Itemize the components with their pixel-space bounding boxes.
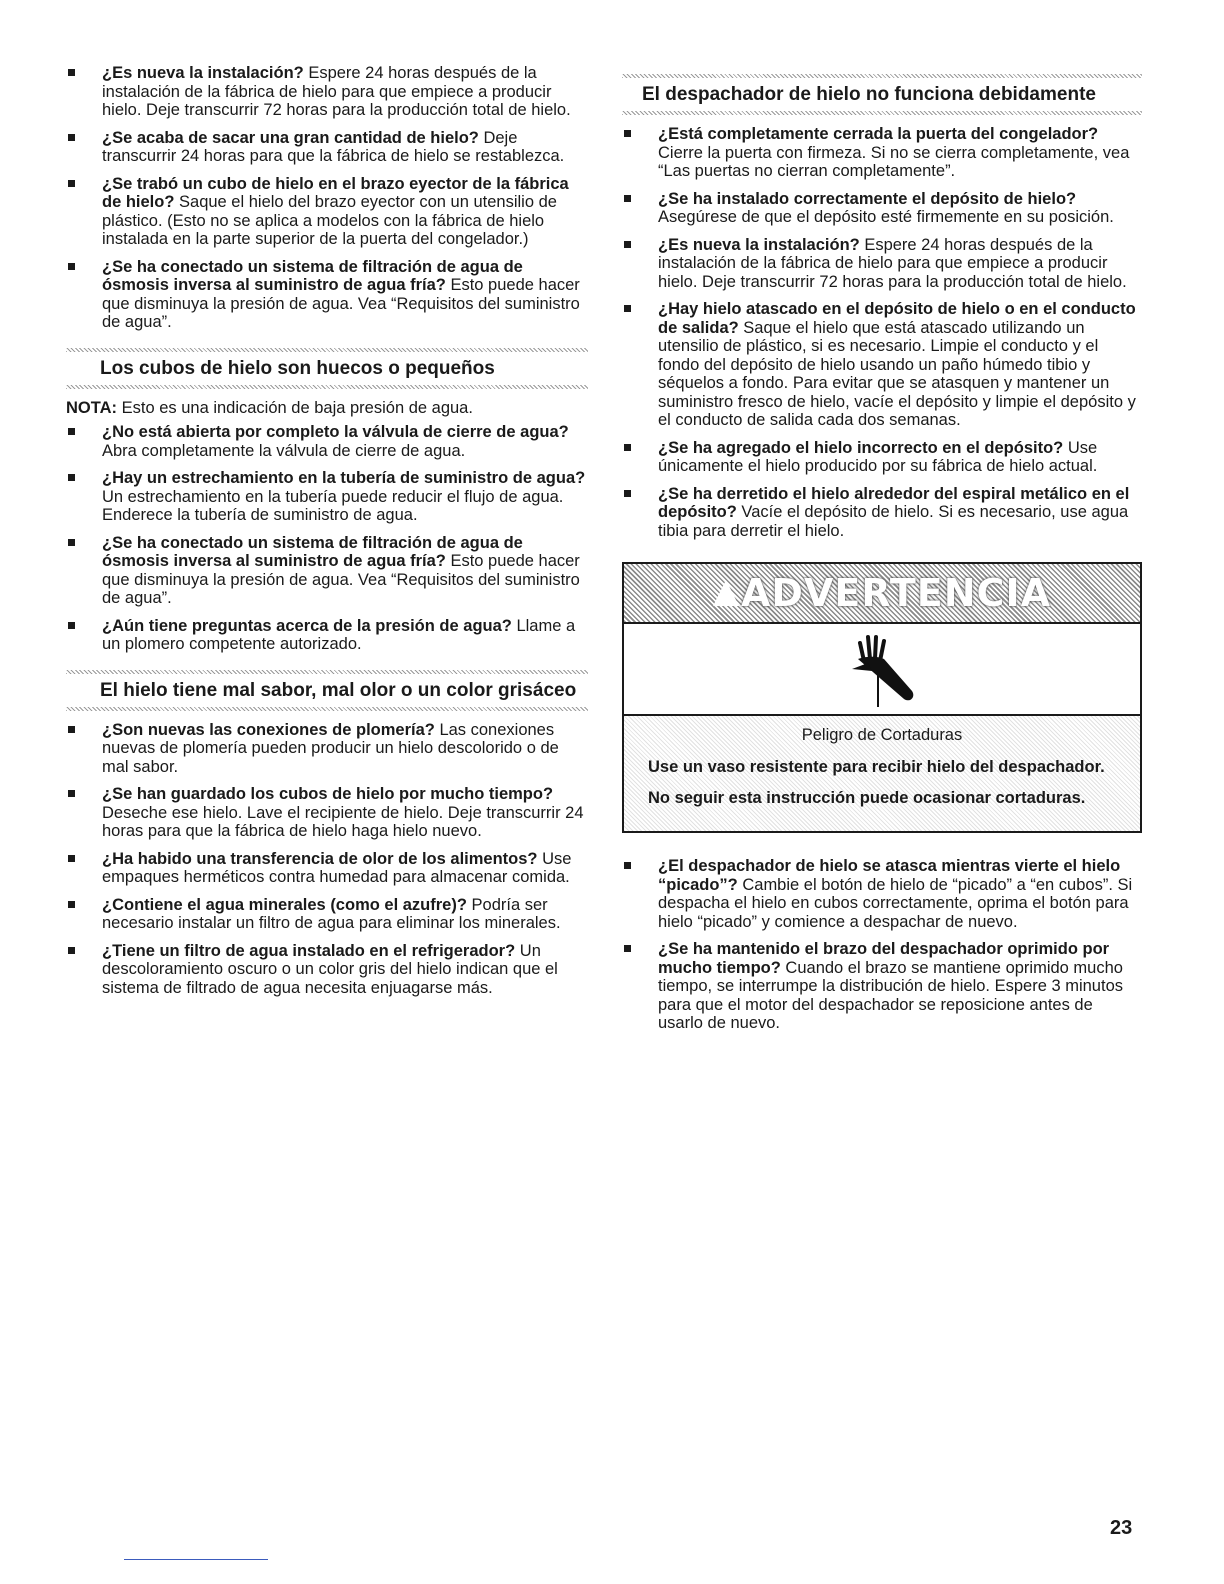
list-item: ¿Se acaba de sacar una gran cantidad de hielo? Deje transcurrir 24 horas para que la fábrica de hielo se restablezca. bbox=[66, 129, 588, 166]
warning-body bbox=[624, 716, 1140, 831]
list-item: ¿Tiene un filtro de agua instalado en el refrigerador? Un descoloramiento oscuro o un color gris del hielo indican que el sistema de filtrado de agua necesita enjuagarse más. bbox=[66, 942, 588, 998]
bullet-icon bbox=[624, 195, 631, 202]
bad-taste-list bbox=[66, 721, 588, 998]
bullet-icon bbox=[624, 862, 631, 869]
bullet-icon bbox=[68, 428, 75, 435]
bullet-icon bbox=[624, 444, 631, 451]
hazard-title: Peligro de Cortaduras bbox=[801, 726, 963, 744]
bullet-icon bbox=[624, 490, 631, 497]
list-item: ¿Se ha conectado un sistema de filtración de agua de ósmosis inversa al suministro de agua fría? Esto puede hacer que disminuya la presión de agua. Vea “Requisitos del suministro de agua”. bbox=[66, 534, 588, 608]
warning-instruction: Use un vaso resistente para recibir hielo del despachador. bbox=[648, 758, 1105, 776]
list-item: ¿Son nuevas las conexiones de plomería? Las conexiones nuevas de plomería pueden producir un hielo descolorido o de mal sabor. bbox=[66, 721, 588, 777]
list-item: ¿Se ha agregado el hielo incorrecto en el depósito? Use únicamente el hielo producido por su fábrica de hielo actual. bbox=[622, 439, 1142, 476]
warning-title: ADVERTENCIA bbox=[713, 571, 1051, 615]
list-item: ¿Ha habido una transferencia de olor de los alimentos? Use empaques herméticos contra humedad para almacenar comida. bbox=[66, 850, 588, 887]
list-item: ¿Se han guardado los cubos de hielo por mucho tiempo? Deseche ese hielo. Lave el recipiente de hielo. Deje transcurrir 24 horas para que la fábrica de hielo haga hielo nuevo. bbox=[66, 785, 588, 841]
bullet-icon bbox=[624, 241, 631, 248]
intro-list bbox=[66, 64, 588, 332]
list-item: ¿Se ha instalado correctamente el depósito de hielo? Asegúrese de que el depósito esté firmemente en su posición. bbox=[622, 190, 1142, 227]
section-heading-dispenser: El despachador de hielo no funciona debidamente bbox=[622, 74, 1142, 115]
list-item: ¿Contiene el agua minerales (como el azufre)? Podría ser necesario instalar un filtro de agua para eliminar los minerales. bbox=[66, 896, 588, 933]
list-item: ¿No está abierta por completo la válvula de cierre de agua? Abra completamente la válvula de cierre de agua. bbox=[66, 423, 588, 460]
bullet-icon bbox=[68, 622, 75, 629]
bullet-icon bbox=[68, 855, 75, 862]
warning-box bbox=[622, 562, 1142, 833]
bullet-icon bbox=[624, 945, 631, 952]
left-column bbox=[66, 64, 588, 1006]
page-number: 23 bbox=[1110, 1517, 1133, 1539]
list-item: ¿Hay hielo atascado en el depósito de hielo o en el conducto de salida? Saque el hielo que está atascado utilizando un utensilio de plástico, si es necesario. Limpie el conducto y el fondo del depósito de hielo usando un paño húmedo tibio y séquelos a fondo. Para evitar que se atasquen y mantener un suministro fresco de hielo, vacíe el depósito y limpie el depósito y el conducto de salida cada dos semanas. bbox=[622, 300, 1142, 430]
list-item: ¿Aún tiene preguntas acerca de la presión de agua? Llame a un plomero competente autorizado. bbox=[66, 617, 588, 654]
warning-consequence: No seguir esta instrucción puede ocasionar cortaduras. bbox=[648, 789, 1086, 807]
list-item: ¿Se ha derretido el hielo alrededor del espiral metálico en el depósito? Vacíe el depósito de hielo. Si es necesario, use agua tibia para derretir el hielo. bbox=[622, 485, 1142, 541]
bullet-icon bbox=[68, 901, 75, 908]
list-item: ¿El despachador de hielo se atasca mientras vierte el hielo “picado”? Cambie el botón de hielo de “picado” a “en cubos”. Si despacha el hielo en cubos correctamente, oprima el botón para hielo “picado” y comience a despachar de nuevo. bbox=[622, 857, 1142, 931]
bullet-icon bbox=[68, 69, 75, 76]
bullet-icon bbox=[68, 539, 75, 546]
note: NOTA: Esto es una indicación de baja presión de agua. bbox=[66, 398, 473, 417]
bullet-icon bbox=[68, 790, 75, 797]
list-item: ¿Es nueva la instalación? Espere 24 horas después de la instalación de la fábrica de hielo para que empiece a producir hielo. Deje transcurrir 72 horas para la producción total de hielo. bbox=[622, 236, 1142, 292]
bullet-icon bbox=[624, 305, 631, 312]
right-column bbox=[622, 64, 1142, 1042]
list-item: ¿Se ha conectado un sistema de filtración de agua de ósmosis inversa al suministro de agua fría? Esto puede hacer que disminuya la presión de agua. Vea “Requisitos del suministro de agua”. bbox=[66, 258, 588, 332]
list-item: ¿Se ha mantenido el brazo del despachador oprimido por mucho tiempo? Cuando el brazo se mantiene oprimido mucho tiempo, se interrumpe la distribución de hielo. Espere 3 minutos para que el motor del despachador se reposicione antes de usarlo de nuevo. bbox=[622, 940, 1142, 1033]
bullet-icon bbox=[68, 947, 75, 954]
bullet-icon bbox=[68, 263, 75, 270]
bullet-icon bbox=[624, 130, 631, 137]
bullet-icon bbox=[68, 180, 75, 187]
after-warning-list bbox=[622, 857, 1142, 1033]
warning-banner bbox=[624, 564, 1140, 624]
list-item: ¿Es nueva la instalación? Espere 24 horas después de la instalación de la fábrica de hielo para que empiece a producir hielo. Deje transcurrir 72 horas para la producción total de hielo. bbox=[66, 64, 588, 120]
section-heading-bad-taste: El hielo tiene mal sabor, mal olor o un color grisáceo bbox=[66, 670, 588, 711]
section-heading-hollow-cubes: Los cubos de hielo son huecos o pequeños bbox=[66, 348, 588, 389]
list-item: ¿Se trabó un cubo de hielo en el brazo eyector de la fábrica de hielo? Saque el hielo del brazo eyector con un utensilio de plástico. (Esto no se aplica a modelos con la fábrica de hielo instalada en la parte superior de la puerta del congelador.) bbox=[66, 175, 588, 249]
hollow-cubes-list bbox=[66, 423, 588, 654]
dispenser-list bbox=[622, 125, 1142, 540]
list-item: ¿Está completamente cerrada la puerta del congelador? Cierre la puerta con firmeza. Si no se cierra completamente, vea “Las puertas no cierran completamente”. bbox=[622, 125, 1142, 181]
bullet-icon bbox=[68, 134, 75, 141]
cut-hazard-hand-icon bbox=[842, 629, 922, 709]
warning-image bbox=[624, 624, 1140, 716]
bullet-icon bbox=[68, 474, 75, 481]
warning-triangle-icon bbox=[713, 580, 739, 606]
footer-divider bbox=[124, 1559, 268, 1560]
list-item: ¿Hay un estrechamiento en la tubería de suministro de agua? Un estrechamiento en la tubería puede reducir el flujo de agua. Enderece la tubería de suministro de agua. bbox=[66, 469, 588, 525]
bullet-icon bbox=[68, 726, 75, 733]
